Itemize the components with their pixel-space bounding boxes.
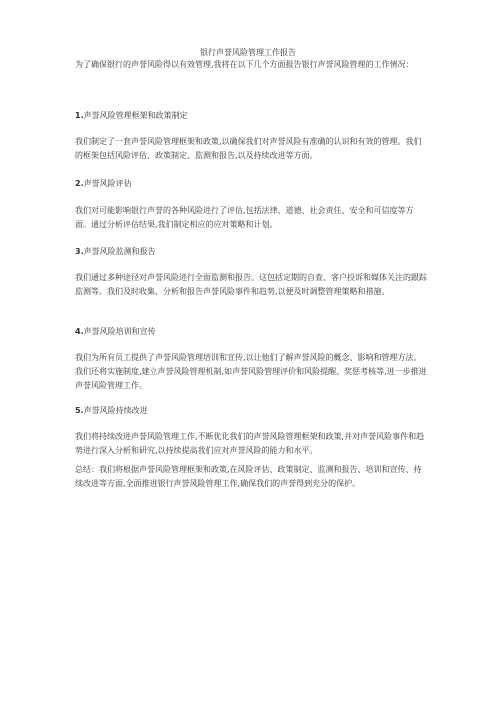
section-number: 3. xyxy=(75,247,84,256)
section-2-body xyxy=(75,204,427,232)
section-paragraph: 我们通过多种途径对声誉风险进行全面监测和报告。这包括定期的自查、客户投诉和媒体关注的跟踪监测等。我们及时收集、分析和报告声誉风险事件和趋势,以便及时调整管理策略和措施。 xyxy=(75,273,427,296)
section-5-body xyxy=(75,430,427,458)
section-paragraph: 我们制定了一套声誉风险管理框架和政策,以确保我们对声誉风险有准确的认识和有效的管理。我们的框架包括风险评估、政策制定、监测和报告,以及持续改进等方面。 xyxy=(75,137,422,160)
section-heading-text: 声誉风险评估 xyxy=(83,179,132,188)
document-title: 银行声誉风险管理工作报告 xyxy=(200,48,296,57)
section-5-heading xyxy=(75,404,427,417)
section-number: 5. xyxy=(75,406,84,415)
section-paragraph: 我们为所有员工提供了声誉风险管理培训和宣传,以让他们了解声誉风险的概念、影响和管理方法。我们还将实施制度,建立声誉风险管理机制,如声誉风险管理评价和风险提醒、奖惩考核等,进一步推进声誉风险管理工作。 xyxy=(75,353,427,390)
section-heading-text: 声誉风险管理框架和政策制定 xyxy=(83,111,188,120)
section-2-heading xyxy=(75,177,427,190)
summary-paragraph: 总结：我们将根据声誉风险管理框架和政策,在风险评估、政策制定、监测和报告、培训和宣传、持续改进等方面,全面推进银行声誉风险管理工作,确保我们的声誉得到充分的保护。 xyxy=(75,465,422,488)
section-3-body xyxy=(75,271,427,299)
section-number: 2. xyxy=(75,179,84,188)
intro-paragraph: 为了确保银行的声誉风险得以有效管理,我将在以下几个方面报告银行声誉风险管理的工作情况： xyxy=(75,60,414,69)
summary-block xyxy=(75,463,427,491)
section-4-body xyxy=(75,351,427,393)
section-3-heading xyxy=(75,245,427,258)
section-1-body xyxy=(75,135,427,163)
section-number: 1. xyxy=(75,111,84,120)
section-paragraph: 我们对可能影响银行声誉的各种风险进行了评估,包括法律、道德、社会责任、安全和可信度等方面。通过分析评估结果,我们制定相应的应对策略和计划。 xyxy=(75,206,414,229)
section-1-heading xyxy=(75,109,427,122)
section-heading-text: 声誉风险监测和报告 xyxy=(83,247,156,256)
section-paragraph: 我们将持续改进声誉风险管理工作,不断优化我们的声誉风险管理框架和政策,并对声誉风险事件和趋势进行深入分析和研究,以持续提高我们应对声誉风险的能力和水平。 xyxy=(75,432,425,455)
section-heading-text: 声誉风险持续改进 xyxy=(83,406,148,415)
section-heading-text: 声誉风险培训和宣传 xyxy=(83,327,156,336)
section-4-heading xyxy=(75,325,427,338)
section-number: 4. xyxy=(75,327,84,336)
